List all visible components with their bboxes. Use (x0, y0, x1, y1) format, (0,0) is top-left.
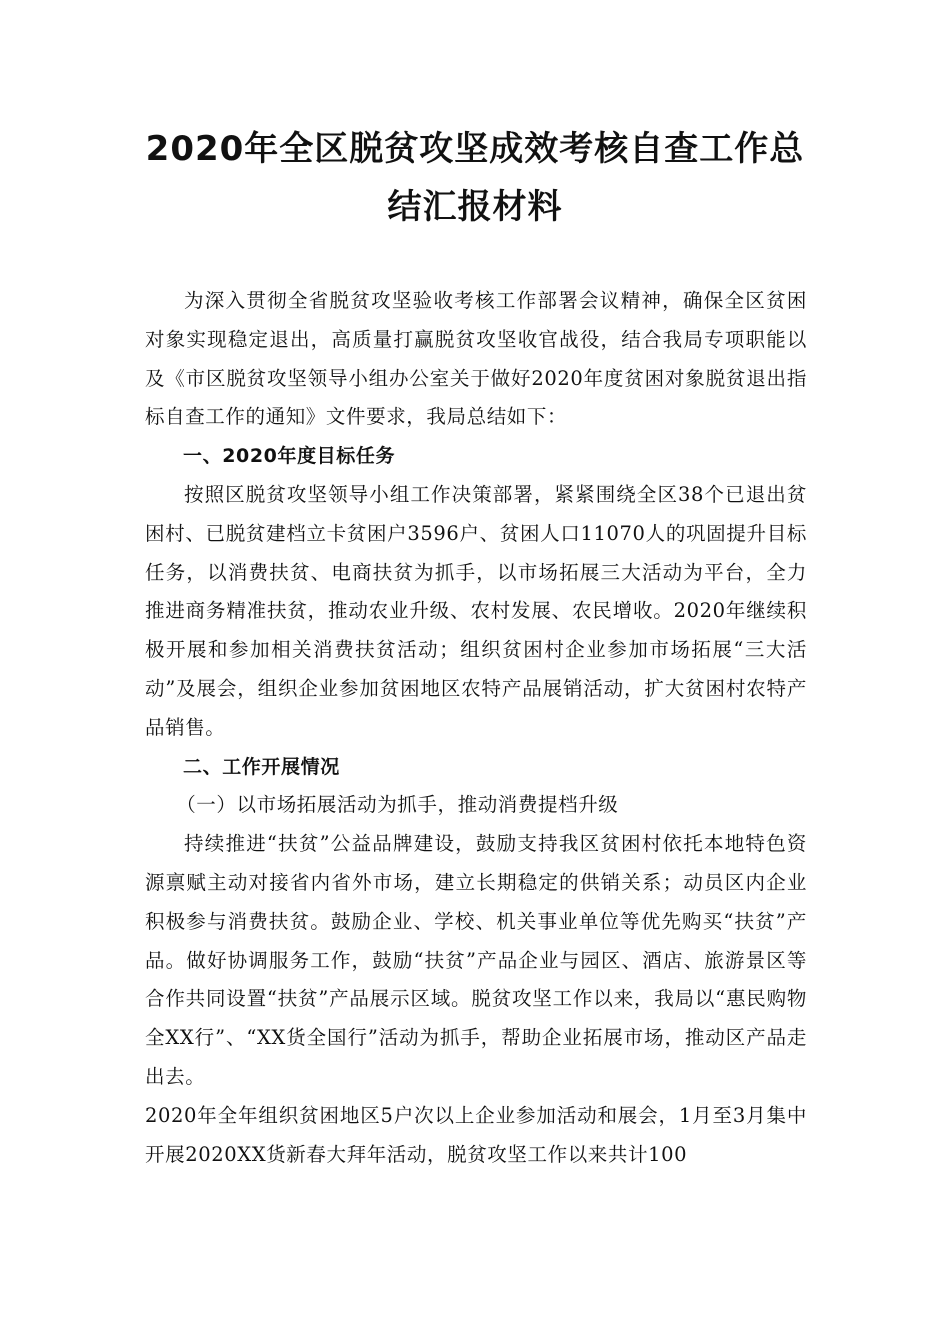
section-1-heading: 一、2020年度目标任务 (183, 445, 396, 468)
subsection-1-paragraph: 持续推进“扶贫”公益品牌建设，鼓励支持我区贫困村依托本地特色资源禀赋主动对接省内省外市场，建立长期稳定的供销关系；动员区内企业积极参与消费扶贫。鼓励企业、学校、机关事业单位等优先购买“扶贫”产品。做好协调服务工作，鼓励“扶贫”产品企业与园区、酒店、旅游景区等合作共同设置“扶贫”产品展示区域。脱贫攻坚工作以来，我局以“惠民购物全XX行”、“XX货全国行”活动为抓手，帮助企业拓展市场，推动区产品走出去。 (145, 832, 807, 1088)
intro-paragraph: 为深入贯彻全省脱贫攻坚验收考核工作部署会议精神，确保全区贫困对象实现稳定退出，高质量打赢脱贫攻坚收官战役，结合我局专项职能以及《市区脱贫攻坚领导小组办公室关于做好2020年度贫困对象脱贫退出指标自查工作的通知》文件要求，我局总结如下： (145, 289, 807, 429)
section-1-paragraph: 按照区脱贫攻坚领导小组工作决策部署，紧紧围绕全区38个已退出贫困村、已脱贫建档立卡贫困户3596户、贫困人口11070人的巩固提升目标任务，以消费扶贫、电商扶贫为抓手，以市场拓展三大活动为平台，全力推进商务精准扶贫，推动农业升级、农村发展、农民增收。2020年继续积极开展和参加相关消费扶贫活动；组织贫困村企业参加市场拓展“三大活动”及展会，组织企业参加贫困地区农特产品展销活动，扩大贫困村农特产品销售。 (145, 482, 807, 739)
subsection-1-heading: （一）以市场拓展活动为抓手，推动消费提档升级 (176, 793, 619, 817)
subsection-1-paragraph-continued: 2020年全年组织贫困地区5户次以上企业参加活动和展会，1月至3月集中开展2020XX货新春大拜年活动，脱贫攻坚工作以来共计100 (145, 1103, 807, 1166)
section-2-heading: 二、工作开展情况 (183, 755, 340, 778)
title-line-1: 2020年全区脱贫攻坚成效考核自查工作总 (145, 129, 805, 169)
title-line-2: 结汇报材料 (387, 187, 563, 227)
document-title (130, 120, 820, 236)
document-body (145, 282, 807, 1174)
